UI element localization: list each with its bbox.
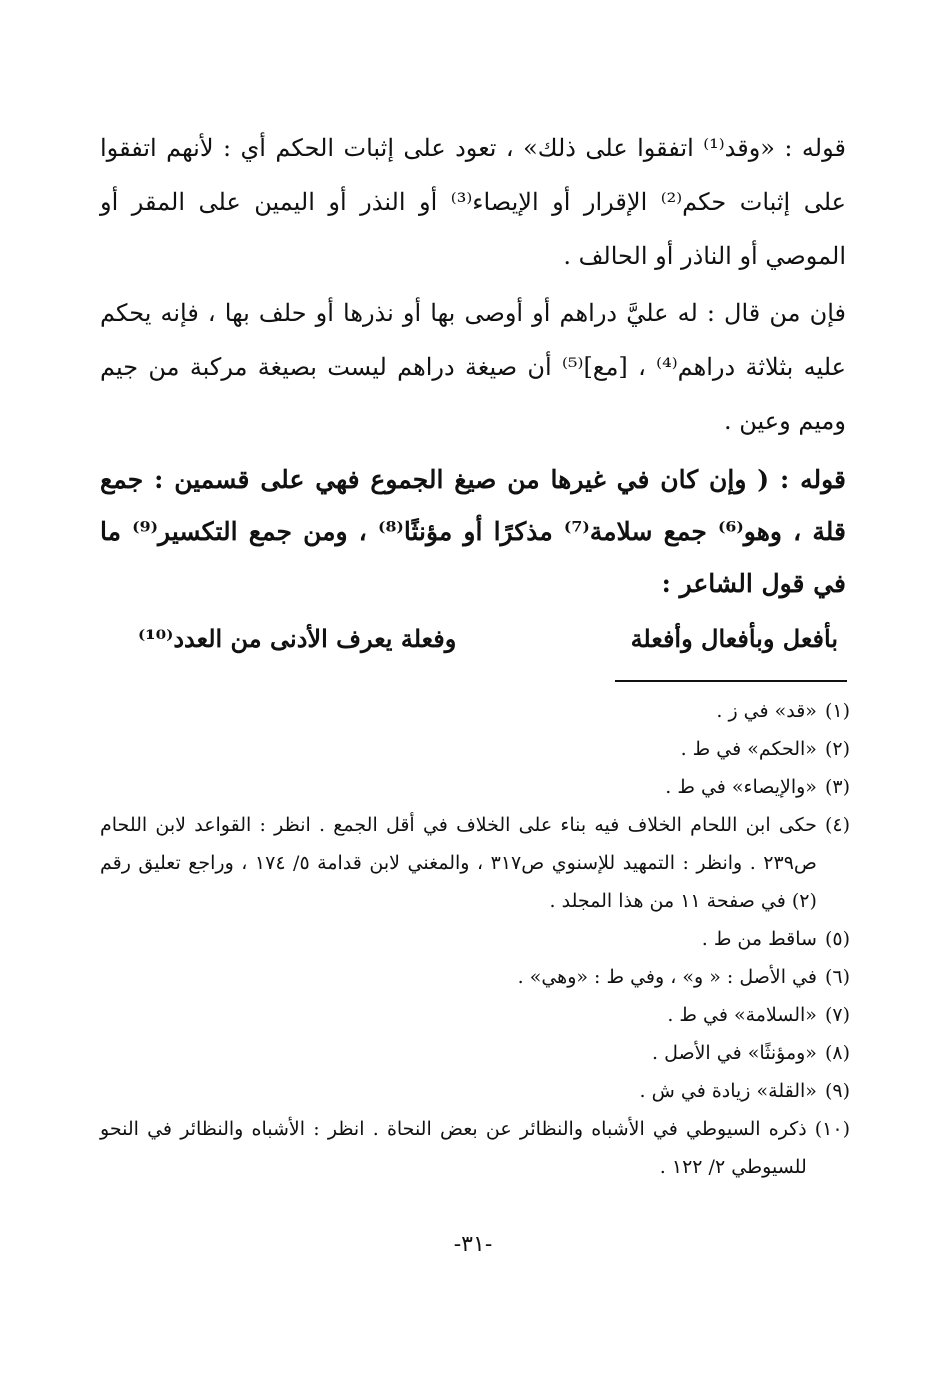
footnote-number: (٥) [824, 928, 850, 950]
paragraph-2: فإن من قال : له عليَّ دراهم أو أوصى بها أو نذرها أو حلف بها ، فإنه يحكم عليه بثلاثة دراهم⁽⁴⁾ ، [مع]⁽⁵⁾ أن صيغة دراهم ليست بصيغة مركبة من جيم وميم وعين . [100, 299, 846, 435]
footnote-number: (٢) [824, 738, 850, 760]
footnote-1 [100, 692, 850, 730]
footnote-text: حكى ابن اللحام الخلاف فيه بناء على الخلاف في أقل الجمع . انظر : القواعد لابن اللحام ص٢٣٩ . وانظر : التمهيد للإسنوي ص٣١٧ ، والمغني لابن قدامة ٥/ ١٧٤ ، وراجع تعليق رقم (٢) في صفحة ١١ من هذا المجلد . [100, 814, 817, 912]
footnote-6 [100, 958, 850, 996]
footnote-5 [100, 920, 850, 958]
footnote-3 [100, 768, 850, 806]
footnote-text: «قد» في ز . [716, 700, 817, 722]
paragraph-1: قوله : «وقد⁽¹⁾ اتفقوا على ذلك» ، تعود على إثبات الحكم أي : لأنهم اتفقوا على إثبات حكم⁽²⁾ الإقرار أو الإيصاء⁽³⁾ أو النذر أو اليمين على المقر أو الموصي أو الناذر أو الحالف . [100, 134, 846, 270]
footnotes [100, 692, 850, 1186]
footnote-10 [100, 1110, 850, 1186]
footnote-number: (٣) [824, 776, 850, 798]
footnote-text: «والإيصاء» في ط . [665, 776, 817, 798]
footnote-text: «الحكم» في ط . [680, 738, 817, 760]
footnote-text: «القلة» زيادة في ش . [639, 1080, 817, 1102]
page-number: -٣١- [453, 1232, 493, 1257]
footnote-text: ذكره السيوطي في الأشباه والنظائر عن بعض النحاة . انظر : الأشباه والنظائر في النحو للسيوطي ٢/ ١٢٢ . [100, 1118, 807, 1178]
footnote-number: (٩) [824, 1080, 850, 1102]
footnote-number: (١) [824, 700, 850, 722]
footnote-divider [615, 680, 847, 682]
footnote-number: (١٠) [814, 1118, 850, 1140]
footnote-number: (٤) [824, 814, 850, 836]
footnote-7 [100, 996, 850, 1034]
footnote-text: «السلامة» في ط . [667, 1004, 817, 1026]
paragraph-3-quote: قوله : ( وإن كان في غيرها من صيغ الجموع فهي على قسمين : جمع قلة ، وهو⁽⁶⁾ جمع سلامة⁽⁷⁾ مذكرًا أو مؤنثًا⁽⁸⁾ ، ومن جمع التكسير⁽⁹⁾ ما في قول الشاعر : [100, 465, 846, 598]
footnote-number: (٦) [824, 966, 850, 988]
footnote-4 [100, 806, 850, 920]
verse-first-hemistich: بأفعل وبأفعال وأفعلة [630, 624, 838, 653]
footnote-text: في الأصل : « و» ، وفي ط : «وهي» . [517, 966, 817, 988]
footnote-number: (٧) [824, 1004, 850, 1026]
footnote-9 [100, 1072, 850, 1110]
footnote-number: (٨) [824, 1042, 850, 1064]
footnote-2 [100, 730, 850, 768]
poetry-verse [138, 616, 838, 666]
footnote-8 [100, 1034, 850, 1072]
verse-second-hemistich: وفعلة يعرف الأدنى من العدد⁽¹⁰⁾ [138, 624, 457, 653]
footnote-text: ساقط من ط . [701, 928, 817, 950]
footnote-text: «ومؤنثًا» في الأصل . [651, 1042, 817, 1064]
